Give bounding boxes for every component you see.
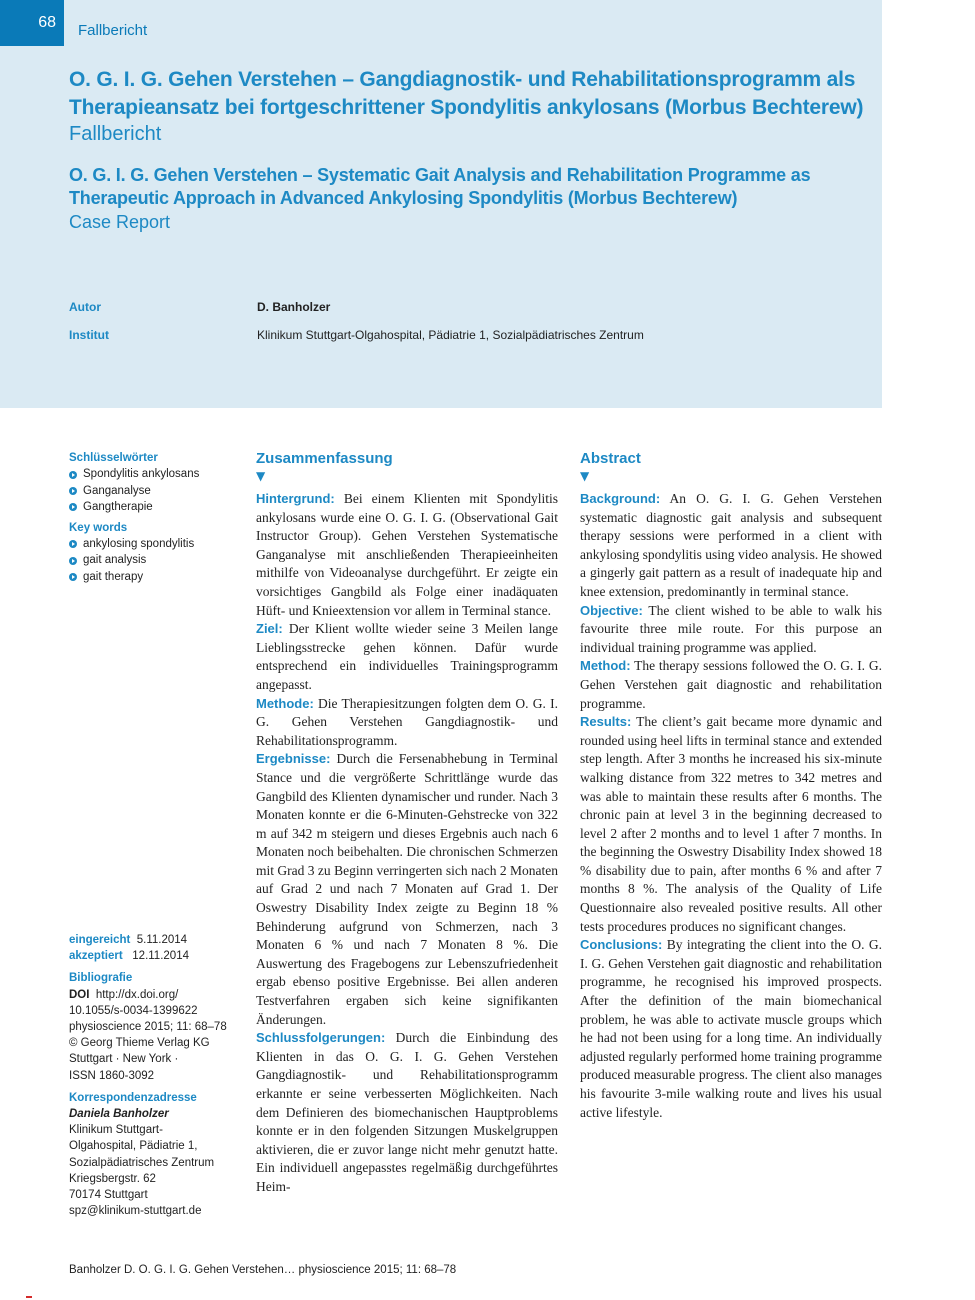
keyword-item: gait therapy bbox=[69, 569, 244, 585]
arrow-bullet-icon bbox=[69, 487, 77, 495]
title-block bbox=[69, 66, 884, 234]
bibliography-line: © Georg Thieme Verlag KG bbox=[69, 1037, 210, 1050]
bibliography-line: physioscience 2015; 11: 68–78 bbox=[69, 1021, 227, 1034]
abstract-paragraph: Objective: The client wished to be able to walk his favourite three mile route. For this purpose an individual training programme was applied. bbox=[580, 602, 882, 655]
institute-name: Klinikum Stuttgart-Olgahospital, Pädiatrie 1, Sozialpädiatrisches Zentrum bbox=[257, 328, 644, 342]
abstract-paragraph: Method: The therapy sessions followed the O. G. I. G. Gehen Verstehen gait diagnostic and rehabilitation programme. bbox=[580, 658, 882, 711]
keyword-item: gait analysis bbox=[69, 552, 244, 568]
abstract-column bbox=[580, 450, 882, 1122]
bibliography-line: 10.1055/s-0034-1399622 bbox=[69, 1004, 198, 1017]
keyword-item: Gangtherapie bbox=[69, 499, 244, 515]
section-label: Fallbericht bbox=[78, 22, 148, 39]
abstract-paragraph: Methode: Die Therapiesitzungen folgten dem O. G. I. G. Gehen Verstehen Gangdiagnostik- und Rehabilitationsprogramm. bbox=[256, 695, 559, 748]
received-date: eingereicht 5.11.2014 bbox=[69, 934, 188, 946]
keyword-item: Spondylitis ankylosans bbox=[69, 466, 244, 482]
footer-citation: Banholzer D. O. G. I. G. Gehen Verstehen… physioscience 2015; 11: 68–78 bbox=[69, 1264, 457, 1276]
correspondence-line: Kriegsbergstr. 62 bbox=[69, 1172, 156, 1185]
bibliography-line: ISSN 1860-3092 bbox=[69, 1069, 155, 1082]
page-number bbox=[0, 0, 64, 46]
abstract-paragraph: Schlussfolgerungen: Durch die Einbindung des Klienten in das O. G. I. G. Gehen Verstehen Gangdiagnostik- und Rehabilitationsprogramm erkannte er seine verbesserten Möglichkeiten. Nach dem Definieren des biomechanischen Hauptproblems konnte er in den folgenden Sitzungen Muskelgruppen aktivieren, die er zuvor lange nicht mehr genutzt hatte. Ein individuell angepasstes regelmäßig durchgeführtes Heim- bbox=[256, 1030, 558, 1194]
abstract-paragraph: Results: The client’s gait became more dynamic and rounded using heel lifts in terminal stance and extended step length. After 3 months he increased his six-minute walking distance from 322 metres to 342 metres and was able to maintain these results after 6 months. The chronic pain at level 3 in the beginning decreased to level 2 after 2 months and to level 1 after 7 months. In the beginning the Oswestry Disability Index showed 18 % disability due to pain, after months 6 % and after 7 months 8 %. The analysis of the Quality of Life Questionnaire also revealed positive results. All other tests procedures produces no significant changes. bbox=[580, 714, 882, 934]
zusammenfassung-heading: Zusammenfassung bbox=[256, 450, 393, 467]
page-number-text: 68 bbox=[38, 14, 56, 31]
institute-label: Institut bbox=[69, 328, 109, 342]
keyword-item: Ganganalyse bbox=[69, 483, 244, 499]
correspondence-name: Daniela Banholzer bbox=[69, 1108, 169, 1121]
article-type-english: Case Report bbox=[69, 212, 171, 232]
arrow-bullet-icon bbox=[69, 573, 77, 581]
keyword-item: ankylosing spondylitis bbox=[69, 536, 244, 552]
accepted-date: akzeptiert 12.11.2014 bbox=[69, 950, 189, 963]
correspondence-heading: Korrespondenzadresse bbox=[69, 1091, 197, 1104]
correspondence-line: Olgahospital, Pädiatrie 1, bbox=[69, 1140, 198, 1153]
keywords-column bbox=[69, 450, 244, 585]
article-info-column bbox=[69, 932, 251, 1219]
zusammenfassung-column bbox=[256, 450, 558, 1197]
keywords-de-heading: Schlüsselwörter bbox=[69, 452, 158, 464]
abstract-paragraph: Ergebnisse: Durch die Fersenabhebung in Terminal Stance und die vergrößerte Schrittlänge wurde das Gangbild des Klienten dynamischer und runder. Nach 3 Monaten konnte er die 6-Minuten-Gehstrecke von 322 m auf 342 m steigern und dieses Ergebnis auch nach 6 Monaten noch beibehalten. Die chronischen Schmerzen mit Grad 3 zu Beginn verringerten sich nach 2 Monaten auf Grad 2 und nach 7 Monaten auf Grad 1. Der Oswestry Disability Index zeigte zu Beginn 18 % Behinderung aufgrund von Schmerzen, nach 3 Monaten 6 % und nach 7 Monaten 8 %. Die Auswertung des Fragebogens zur Lebenszufriedenheit ergab ebenso positive Ergebnisse. Bei allen anderen Testverfahren ergaben sich keine signifikanten Änderungen. bbox=[256, 751, 558, 1027]
keywords-en-heading: Key words bbox=[69, 521, 128, 534]
correspondence-line: 70174 Stuttgart bbox=[69, 1189, 148, 1202]
arrow-bullet-icon bbox=[69, 503, 77, 511]
title-english: O. G. I. G. Gehen Verstehen – Systematic Gait Analysis and Rehabilitation Programme as Therapeutic Approach in Advanced Ankylosing Spondylitis (Morbus Bechterew) bbox=[69, 165, 811, 208]
crop-mark bbox=[26, 1296, 32, 1298]
doi-line: DOI http://dx.doi.org/ bbox=[69, 988, 179, 1001]
abstract-heading: Abstract bbox=[580, 450, 641, 467]
bibliography-line: Stuttgart · New York · bbox=[69, 1053, 179, 1066]
article-type-german: Fallbericht bbox=[69, 123, 162, 145]
correspondence-line: Sozialpädiatrisches Zentrum bbox=[69, 1156, 215, 1169]
correspondence-email: spz@klinikum-stuttgart.de bbox=[69, 1205, 202, 1218]
triangle-down-icon: ▼ bbox=[256, 469, 266, 483]
abstract-paragraph: Background: An O. G. I. G. Gehen Verstehen systematic diagnostic gait analysis and subsequent therapy sessions were performed in a client with ankylosing spondylitis using video analysis. He showed a gingerly gait pattern as a result of inadequate hip and knee extension, predominantly in terminal stance. bbox=[580, 491, 882, 599]
triangle-down-icon: ▼ bbox=[580, 469, 590, 483]
arrow-bullet-icon bbox=[69, 540, 77, 548]
title-german: O. G. I. G. Gehen Verstehen – Gangdiagnostik- und Rehabilitationsprogramm als Therapieansatz bei fortgeschrittener Spondylitis ankylosans (Morbus Bechterew) bbox=[69, 68, 864, 119]
arrow-bullet-icon bbox=[69, 557, 77, 565]
arrow-bullet-icon bbox=[69, 471, 77, 479]
abstract-paragraph: Hintergrund: Bei einem Klienten mit Spondylitis ankylosans wurde eine O. G. I. G. (Observational Gait Instructor Group). Gehen Verstehen Systematische Ganganalyse mit anschließenden Therapieeinheiten mithilfe von Videoanalyse durchgeführt. Er zeigte ein vorsichtiges Gangbild als Folge einer inadäquaten Hüft- und Knieextension vor allem in Terminal stance. bbox=[256, 491, 558, 618]
abstract-paragraph: Ziel: Der Klient wollte wieder seine 3 Meilen lange Lieblingsstrecke gehen können. Dafür wurde entsprechend ein individuelles Trainingsprogramm angepasst. bbox=[256, 621, 558, 692]
author-label: Autor bbox=[69, 300, 101, 314]
bibliography-heading: Bibliografie bbox=[69, 972, 133, 985]
author-name: D. Banholzer bbox=[257, 300, 331, 314]
correspondence-line: Klinikum Stuttgart- bbox=[69, 1124, 163, 1137]
abstract-paragraph: Conclusions: By integrating the client into the O. G. I. G. Gehen Verstehen gait diagnostic and rehabilitation programme, he recognised his improved prospects. After the definition of the main biomechanical problem, he was able to activate muscle groups which he had not been using for a long time. An individually adjusted regularly performed home training programme produced measurable progress. The client also manages his favourite 3-mile walking route and lives his usual active lifestyle. bbox=[580, 937, 882, 1120]
